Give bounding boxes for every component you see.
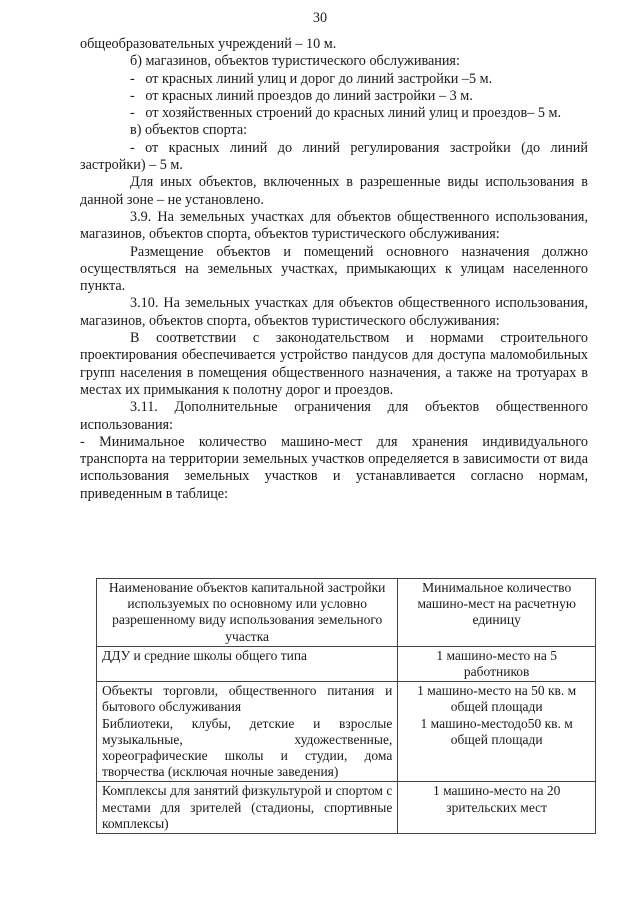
paragraph-subheading: в) объектов спорта: [130, 122, 248, 139]
table-cell: 1 машино-место на 20 зрительских мест [398, 782, 596, 834]
dash-list-item [80, 88, 588, 105]
page-number: 30 [312, 10, 328, 26]
table-cell: ДДУ и средние школы общего типа [97, 646, 398, 681]
paragraph: Для иных объектов, включенных в разрешенные виды использования в данной зоне – не установлено. [80, 174, 588, 208]
dash-marker: - [130, 105, 135, 122]
table-header-cell: Наименование объектов капитальной застройки используемых по основному или условно разрешенному виду использования земельного участка [97, 579, 398, 647]
paragraph-subheading: б) магазинов, объектов туристического обслуживания: [130, 53, 460, 70]
table-row [97, 682, 596, 782]
paragraph: Размещение объектов и помещений основного назначения должно осуществляться на земельных участках, примыкающих к улицам населенного пункта. [80, 243, 588, 295]
table-header-cell: Минимальное количество машино-мест на расчетную единицу [398, 579, 596, 647]
dash-marker: - [130, 87, 135, 104]
cell-text: Библиотеки, клубы, детские и взрослые музыкальные, художественные, хореографические школы и студии, дома творчества (исключая ночные заведения) [102, 715, 393, 780]
dash-list-item [80, 105, 588, 122]
list-item-text: от красных линий улиц и дорог до линий застройки –5 м. [145, 70, 493, 87]
paragraph: - от красных линий до линий регулирования застройки (до линий застройки) – 5 м. [80, 139, 588, 174]
list-item-text: от хозяйственных строений до красных линий улиц и проездов– 5 м. [145, 105, 562, 122]
table-row [97, 646, 596, 681]
section-3-11: 3.11. Дополнительные ограничения для объектов общественного использования: [80, 399, 588, 433]
table-cell: 1 машино-место на 5 работников [398, 646, 596, 681]
list-item-text: от красных линий проездов до линий застройки – 3 м. [145, 87, 473, 104]
document-body [80, 36, 588, 503]
cell-text: 1 машино-местодо50 кв. м общей площади [420, 715, 573, 747]
paragraph: В соответствии с законодательством и нормами строительного проектирования обеспечивается устройство пандусов для доступа маломобильных групп населения в помещения общественного назначения, а также на тротуарах в местах их примыкания к полотну дорог и проездов. [80, 330, 588, 398]
table-row [97, 782, 596, 834]
cell-text: 1 машино-место на 50 кв. м общей площади [417, 683, 577, 715]
cell-text: Объекты торговли, общественного питания и бытового обслуживания [102, 683, 393, 715]
table-cell [97, 682, 398, 782]
table-header-row [97, 579, 596, 647]
table-cell: Комплексы для занятий физкультурой и спортом с местами для зрителей (стадионы, спортивные комплексы) [97, 782, 398, 834]
table-cell [398, 682, 596, 782]
paragraph: - Минимальное количество машино-мест для хранения индивидуального транспорта на территории земельных участков определяется в зависимости от вида использования земельных участков и устанавливается согласно нормам, приведенным в таблице: [80, 433, 588, 502]
section-3-10: 3.10. На земельных участках для объектов общественного использования, магазинов, объектов спорта, объектов туристического обслуживания: [80, 295, 588, 329]
dash-marker: - [130, 70, 135, 87]
paragraph-line: общеобразовательных учреждений – 10 м. [80, 36, 337, 52]
dash-list-item [80, 71, 588, 88]
section-3-9: 3.9. На земельных участках для объектов общественного использования, магазинов, объектов спорта, объектов туристического обслуживания: [80, 208, 588, 243]
parking-norms-table [96, 578, 596, 834]
